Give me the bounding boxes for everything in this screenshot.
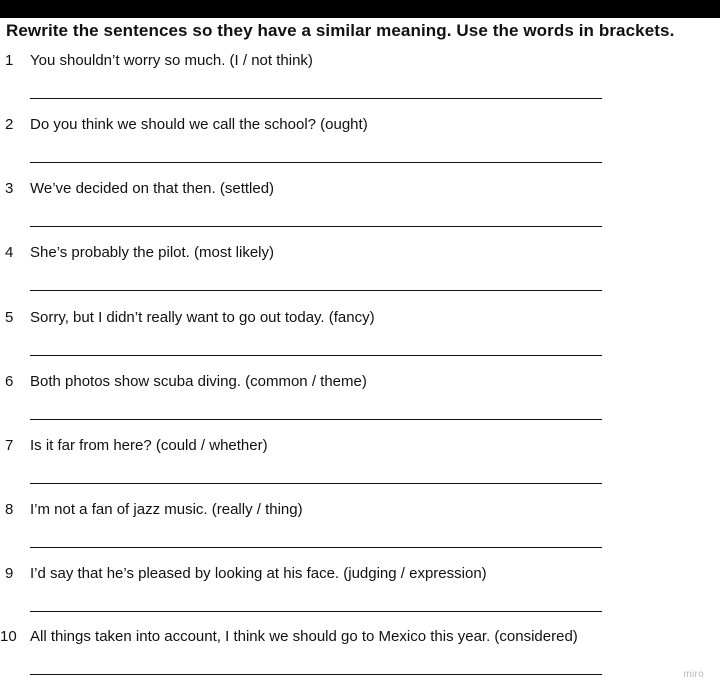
answer-line[interactable] — [30, 483, 602, 484]
answer-line[interactable] — [30, 419, 602, 420]
item-number: 10 — [0, 628, 17, 645]
item-number: 7 — [5, 437, 14, 454]
answer-line[interactable] — [30, 355, 602, 356]
answer-line[interactable] — [30, 674, 602, 675]
item-sentence: We’ve decided on that then. (settled) — [30, 180, 275, 197]
item-number: 6 — [5, 373, 14, 390]
answer-line[interactable] — [30, 611, 602, 612]
exercise-item-10 — [0, 628, 720, 692]
exercise-item-9 — [0, 565, 720, 629]
item-number: 5 — [5, 309, 14, 326]
item-sentence: Sorry, but I didn’t really want to go out today. (fancy) — [30, 309, 375, 326]
exercise-item-1 — [0, 52, 720, 116]
item-sentence: I’m not a fan of jazz music. (really / thing) — [30, 501, 303, 518]
item-sentence: I’d say that he’s pleased by looking at his face. (judging / expression) — [30, 565, 487, 582]
item-sentence: Is it far from here? (could / whether) — [30, 437, 268, 454]
exercise-item-2 — [0, 116, 720, 180]
item-number: 8 — [5, 501, 14, 518]
answer-line[interactable] — [30, 162, 602, 163]
top-black-bar — [0, 0, 720, 18]
item-number: 2 — [5, 116, 14, 133]
answer-line[interactable] — [30, 226, 602, 227]
item-sentence: Do you think we should we call the school? (ought) — [30, 116, 368, 133]
answer-line[interactable] — [30, 98, 602, 99]
answer-line[interactable] — [30, 290, 602, 291]
item-number: 3 — [5, 180, 14, 197]
item-number: 4 — [5, 244, 14, 261]
exercise-item-8 — [0, 501, 720, 565]
exercise-item-7 — [0, 437, 720, 501]
instruction-heading: Rewrite the sentences so they have a similar meaning. Use the words in brackets. — [6, 21, 675, 40]
answer-line[interactable] — [30, 547, 602, 548]
exercise-item-5 — [0, 309, 720, 373]
item-sentence: All things taken into account, I think we should go to Mexico this year. (considered) — [30, 628, 578, 645]
exercise-item-3 — [0, 180, 720, 244]
item-number: 1 — [5, 52, 14, 69]
watermark: miro — [683, 669, 704, 680]
exercise-item-4 — [0, 244, 720, 308]
item-sentence: Both photos show scuba diving. (common / theme) — [30, 373, 367, 390]
item-number: 9 — [5, 565, 14, 582]
item-sentence: You shouldn’t worry so much. (I / not think) — [30, 52, 313, 69]
exercise-item-6 — [0, 373, 720, 437]
item-sentence: She’s probably the pilot. (most likely) — [30, 244, 274, 261]
